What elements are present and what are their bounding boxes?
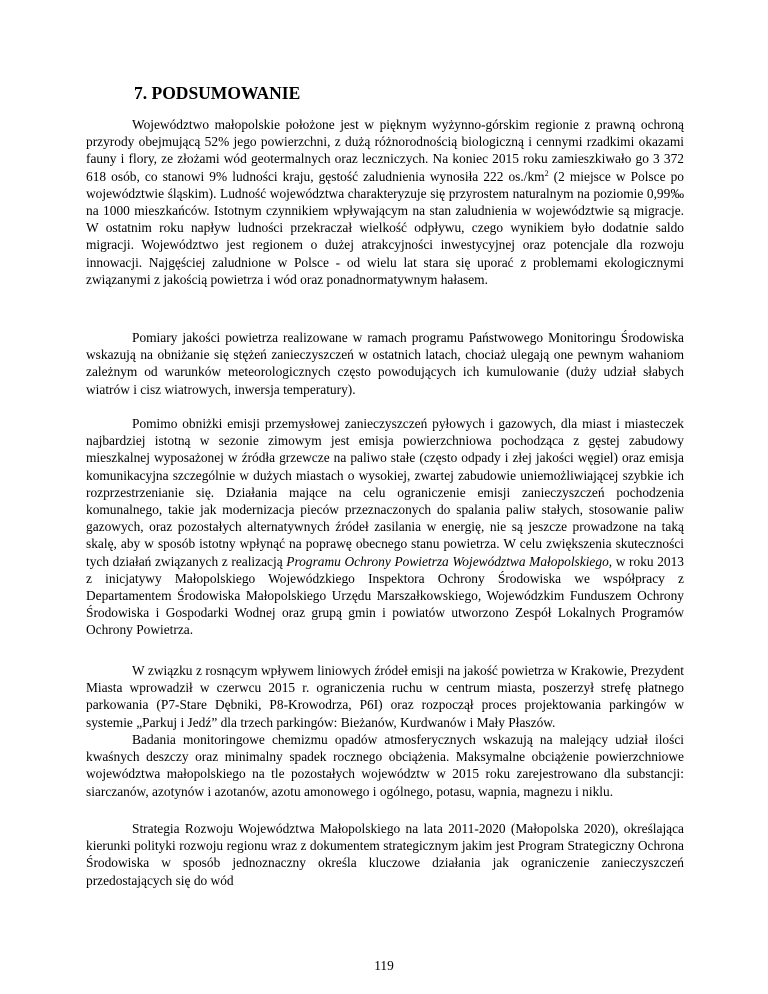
paragraph-1-text-a: Województwo małopolskie położone jest w pięknym wyżynno-górskim regionie z prawną ochroną przyrody obejmującą 52% jego powierzchni, z dużą różnorodnością biologiczną i cennymi rzadkimi okazami fauny i flory, ze złożami wód geotermalnych oraz leczniczych. Na koniec 2015 roku zamieszkiwało go 3 372 618 osób, co stanowi 9% ludności kraju, gęstość zaludnienia wynosiła 222 os./km [86, 117, 684, 184]
paragraph-3-text-a: Pomimo obniżki emisji przemysłowej zanieczyszczeń pyłowych i gazowych, dla miast i miasteczek najbardziej istotną w sezonie zimowym jest emisja powierzchniowa pochodząca z gęstej zabudowy mieszkalnej wyposażonej w źródła grzewcze na paliwo stałe (często odpady i złej jakości węgiel) oraz emisja komunikacyjna szczególnie w dużych miastach o wysokiej, zwartej zabudowie uniemożliwiającej szybkie ich rozprzestrzenianie się. Działania mające na celu ograniczenie emisji zanieczyszczeń pochodzenia komunalnego, takie jak modernizacja pieców przeznaczonych do spalania paliw stałych, stosowanie paliw gazowych, oraz pozostałych alternatywnych źródeł zasilania w energię, nie są jeszcze prowadzone na taką skalę, aby w sposób istotny wpłynąć na poprawę obecnego stanu powietrza. W celu zwiększenia skuteczności tych działań związanych z realizacją [86, 416, 684, 569]
paragraph-3-text-b: , w roku 2013 z inicjatywy Małopolskiego Wojewódzkiego Inspektora Ochrony Środowiska we współpracy z Departamentem Środowiska Małopolskiego Urzędu Marszałkowskiego, Wojewódzkim Funduszem Ochrony Środowiska i Gospodarki Wodnej oraz grupą gmin i powiatów utworzono Zespół Lokalnych Programów Ochrony Powietrza. [86, 553, 684, 638]
superscript-2: 2 [544, 168, 549, 178]
paragraph-1 [86, 116, 684, 288]
page-number: 119 [374, 958, 394, 973]
paragraph-4: W związku z rosnącym wpływem liniowych źródeł emisji na jakość powietrza w Krakowie, Prezydent Miasta wprowadził w czerwcu 2015 r. ograniczenia ruchu w centrum miasta, poszerzył strefę płatnego parkowania (P7-Stare Dębniki, P8-Krowodrza, P6I) oraz rozpoczął proces projektowania parkingów w systemie „Parkuj i Jedź” dla trzech parkingów: Bieżanów, Kurdwanów i Mały Płaszów. [86, 663, 684, 730]
program-title-italic: Programu Ochrony Powietrza Województwa Małopolskiego [286, 553, 609, 569]
paragraph-2: Pomiary jakości powietrza realizowane w ramach programu Państwowego Monitoringu Środowiska wskazują na obniżanie się stężeń zanieczyszczeń w ostatnich latach, chociaż ulegają one pewnym wahaniom zależnym od warunków meteorologicznych często powodujących ich kumulowanie (duży udział słabych wiatrów i cisz wiatrowych, inwersja temperatury). [86, 330, 684, 397]
paragraph-3 [86, 415, 684, 639]
paragraph-1-text-b: (2 miejsce w Polsce po województwie śląskim). Ludność województwa charakteryzuje się przyrostem naturalnym na poziomie 0,99‰ na 1000 mieszkańców. Istotnym czynnikiem wpływającym na stan zaludnienia w województwie są migracje. W ostatnim roku napływ ludności przekraczał wielkość odpływu, czego wynikiem było dodatnie saldo migracji. Województwo jest regionem o dużej atrakcyjności inwestycyjnej oraz potencjale dla rozwoju innowacji. Najgęściej zaludnione w Polsce - od wielu lat stara się uporać z problemami ekologicznymi związanymi z jakością powietrza i wód oraz ponadnormatywnym hałasem. [86, 168, 684, 287]
paragraph-6: Strategia Rozwoju Województwa Małopolskiego na lata 2011-2020 (Małopolska 2020), określająca kierunki polityki rozwoju regionu wraz z dokumentem strategicznym jakim jest Program Strategiczny Ochrona Środowiska w sposób jednoznaczny określa kluczowe działania jak ograniczenie zanieczyszczeń przedostających się do wód [86, 821, 684, 888]
section-heading: 7. PODSUMOWANIE [134, 83, 301, 103]
paragraph-5: Badania monitoringowe chemizmu opadów atmosferycznych wskazują na malejący udział ilości kwaśnych deszczy oraz minimalny spadek rocznego obciążenia. Maksymalne obciążenie powierzchniowe województwa małopolskiego na tle pozostałych województw w 2015 roku zarejestrowano dla substancji: siarczanów, azotynów i azotanów, azotu amonowego i ogólnego, potasu, wapnia, magnezu i niklu. [86, 732, 684, 799]
